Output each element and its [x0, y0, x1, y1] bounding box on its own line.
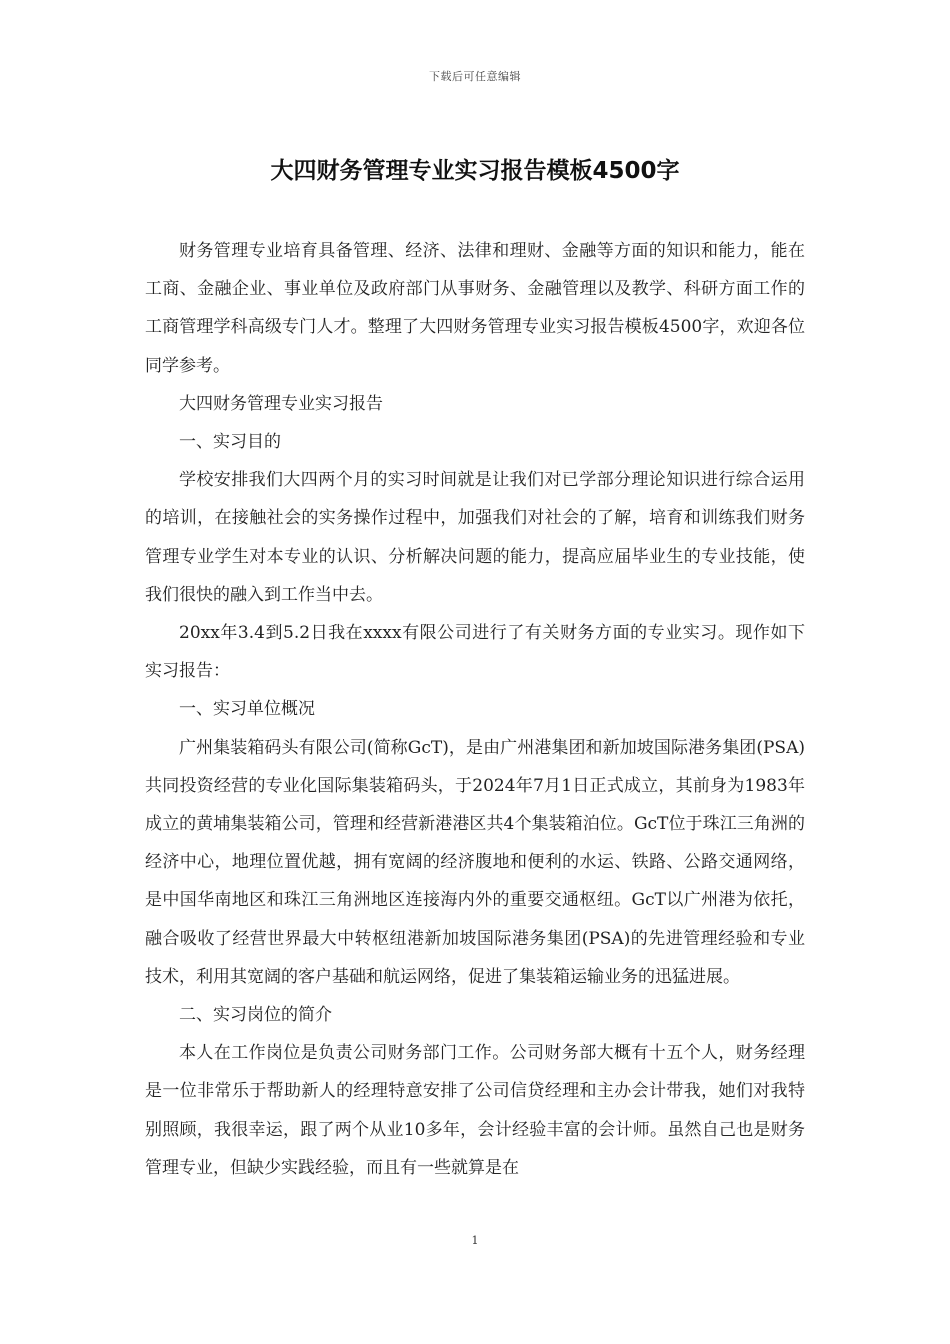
document-title: 大四财务管理专业实习报告模板4500字: [270, 158, 680, 184]
paragraph-report-heading: 大四财务管理专业实习报告: [179, 393, 383, 414]
paragraph-purpose: 学校安排我们大四两个月的实习时间就是让我们对已学部分理论知识进行综合运用的培训，在接触社会的实务操作过程中，加强我们对社会的了解，培育和训练我们财务管理专业学生对本专业的认识、分析解决问题的能力，提高应届毕业生的专业技能，使我们很快的融入到工作当中去。: [145, 470, 805, 605]
section-heading-company-overview: 一、实习单位概况: [179, 699, 315, 720]
document-body: [145, 232, 805, 1187]
header-note: 下载后可任意编辑: [429, 70, 521, 83]
paragraph-position: 本人在工作岗位是负责公司财务部门工作。公司财务部大概有十五个人，财务经理是一位非常乐于帮助新人的经理特意安排了公司信贷经理和主办会计带我，她们对我特别照顾，我很幸运，跟了两个从业10多年，会计经验丰富的会计师。虽然自己也是财务管理专业，但缺少实践经验，而且有一些就算是在: [145, 1043, 805, 1178]
section-heading-position: 二、实习岗位的简介: [179, 1005, 332, 1026]
paragraph-company-overview: 广州集装箱码头有限公司(简称GcT)，是由广州港集团和新加坡国际港务集团(PSA)共同投资经营的专业化国际集装箱码头，于2024年7月1日正式成立，其前身为1983年成立的黄埔集装箱公司，管理和经营新港港区共4个集装箱泊位。GcT位于珠江三角洲的经济中心，地理位置优越，拥有宽阔的经济腹地和便利的水运、铁路、公路交通网络，是中国华南地区和珠江三角洲地区连接海内外的重要交通枢纽。GcT以广州港为依托，融合吸收了经营世界最大中转枢纽港新加坡国际港务集团(PSA)的先进管理经验和专业技术，利用其宽阔的客户基础和航运网络，促进了集装箱运输业务的迅猛进展。: [145, 737, 805, 987]
paragraph-internship-period: 20xx年3.4到5.2日我在xxxx有限公司进行了有关财务方面的专业实习。现作如下实习报告：: [145, 623, 805, 682]
page-number: 1: [471, 1234, 479, 1247]
section-heading-purpose: 一、实习目的: [179, 432, 281, 453]
paragraph-intro: 财务管理专业培育具备管理、经济、法律和理财、金融等方面的知识和能力，能在工商、金融企业、事业单位及政府部门从事财务、金融管理以及教学、科研方面工作的工商管理学科高级专门人才。整理了大四财务管理专业实习报告模板4500字，欢迎各位同学参考。: [145, 241, 805, 376]
